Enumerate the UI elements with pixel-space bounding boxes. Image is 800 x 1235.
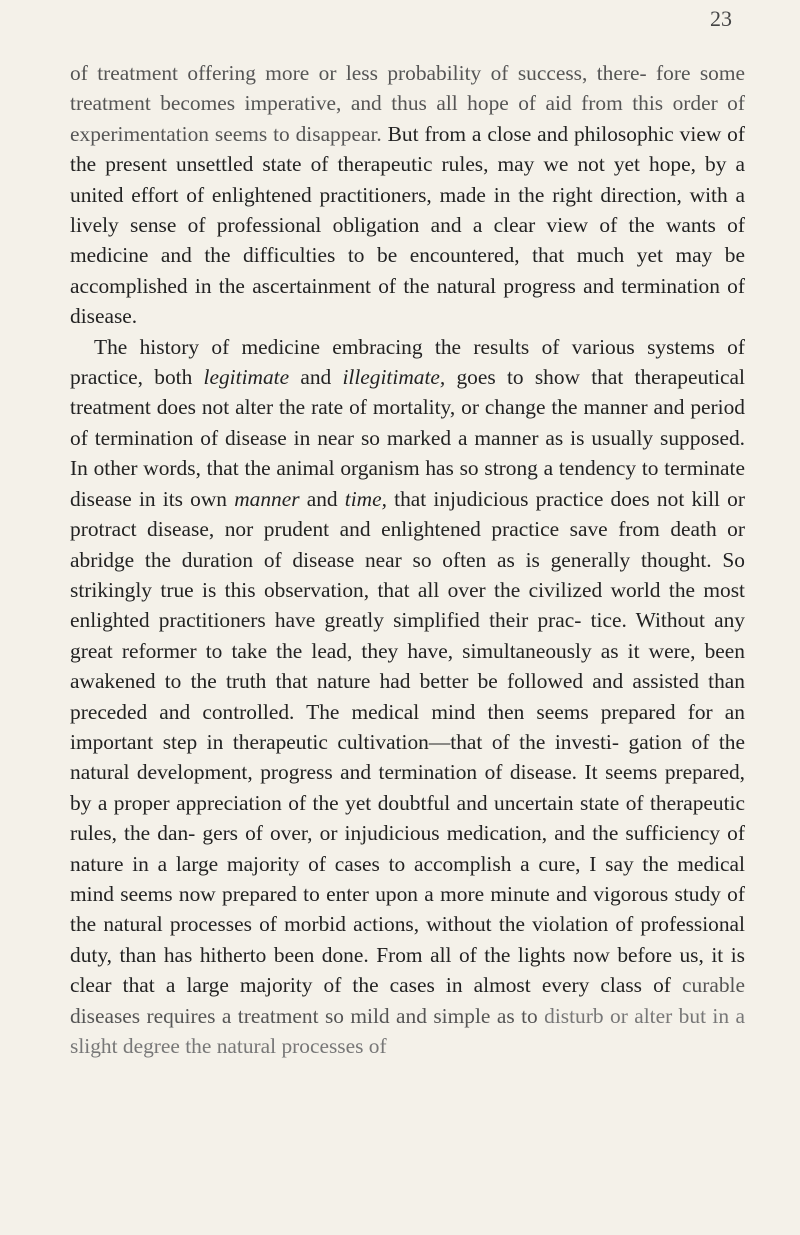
paragraph-2-tail-2: disturb or alter but in a slight degree the natural processes of bbox=[70, 1003, 745, 1058]
body-text bbox=[70, 58, 745, 1061]
paragraph-1-text: But from a close and philosophic view of the present unsettled state of therapeutic rules, may we not yet hope, by a united effort of enlightened practitioners, made in the right direction, with a lively sense of professional obligation and a clear view of the wants of medicine and the difficulties to be encountered, that much yet may be accomplished in the ascertainment of the natural progress and termination of disease. bbox=[70, 121, 745, 329]
emphasis-legitimate: legitimate bbox=[203, 365, 290, 390]
paragraph-2-text-4: and bbox=[299, 486, 345, 511]
paragraph-2-text-2: and bbox=[289, 365, 343, 390]
paragraph-1-line-1: of treatment offering more or less probability of success, there- bbox=[70, 61, 647, 85]
paragraph-2 bbox=[70, 332, 745, 1062]
paragraph-2-text-5: that injudicious practice does not kill or protract disease, nor prudent and enlightened practice save from death or abridge the duration of disease near so often as is generally thought. So strikingly true is this observation, that all over the civilized world the most enlighted practitioners have greatly simplified their prac- tice. Without any great reformer to take the lead, they have, simultaneously as it were, been awakened to the truth that nature had better be followed and assisted than preceded and controlled. The medical mind then seems prepared for an important step in therapeutic cultivation—that of the investi- gation of the natural development, progress and termination of disease. It seems prepared, by a proper appreciation of the yet doubtful and uncertain state of therapeutic rules, the dan- gers of over, or injudicious medication, and the sufficiency of nature in a large majority of cases to accomplish a cure, I say the medical mind seems now prepared to enter upon a more minute and vigorous study of the natural processes of morbid actions, without the violation of professional duty, than has hitherto been done. From all of the lights now before us, it is clear that a large majority of the cases in almost every class of bbox=[70, 486, 745, 998]
paragraph-1-line-3: aid from this order of experimentation seems to disappear. bbox=[70, 91, 745, 146]
paragraph-2-tail-1: curable diseases requires a treatment so mild and simple as to bbox=[70, 973, 745, 1028]
emphasis-illegitimate: illegitimate, bbox=[342, 365, 446, 390]
paragraph-1 bbox=[70, 58, 745, 332]
page-number: 23 bbox=[710, 6, 732, 31]
emphasis-time: time, bbox=[344, 486, 387, 511]
emphasis-manner: manner bbox=[234, 486, 300, 511]
paragraph-2-text-3: goes to show that therapeutical treatment does not alter the rate of mortality, or change the manner and period of termination of disease in near so marked a manner as is usually supposed. In other words, that the animal organism has so strong a tendency to terminate disease in its own bbox=[70, 365, 745, 511]
paragraph-1-line-2: fore some treatment becomes imperative, and thus all hope of bbox=[70, 61, 746, 116]
paragraph-2-text-1: The history of medicine embracing the results of various systems of practice, both bbox=[70, 334, 745, 390]
